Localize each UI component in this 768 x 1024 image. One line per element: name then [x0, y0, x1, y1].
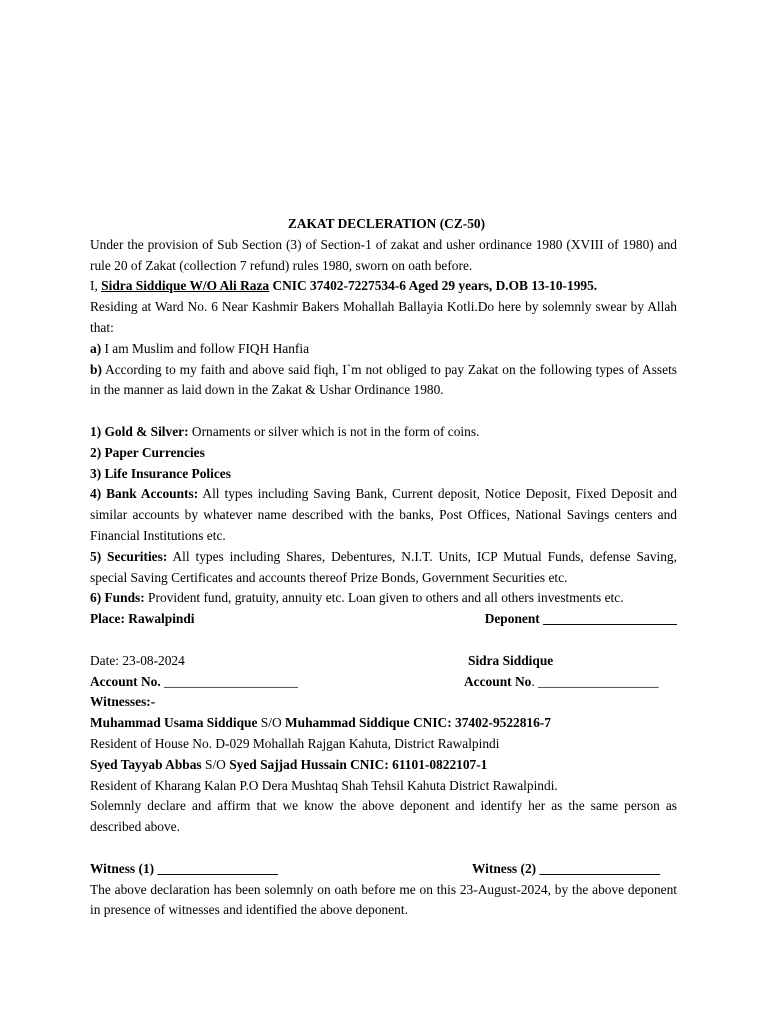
witness-2-signature-line: Witness (2) __________________ — [472, 860, 660, 876]
account-right-blank: . __________________ — [531, 673, 659, 689]
asset-label: 2) Paper Currencies — [90, 444, 205, 460]
document-title: ZAKAT DECLERATION (CZ-50) — [287, 216, 486, 231]
witness-1-father-cnic: Muhammad Siddique CNIC: 37402-9522816-7 — [284, 715, 551, 731]
asset-label: 4) Bank Accounts: — [90, 486, 199, 502]
place-deponent-row — [90, 609, 677, 630]
spacer — [90, 838, 677, 859]
asset-label: 6) Funds: — [90, 590, 145, 606]
declarant-prefix: I, — [90, 278, 102, 294]
spacer — [90, 401, 677, 422]
witness-1-residence: Resident of House No. D-029 Mohallah Rajgan Kahuta, District Rawalpindi — [90, 735, 500, 751]
asset-label: 1) Gold & Silver: — [90, 423, 189, 439]
witnesses-heading: Witnesses:- — [90, 694, 156, 710]
asset-item — [90, 484, 677, 546]
clause-b-text: According to my faith and above said fiqh, I`m not obliged to pay Zakat on the following types of Assets in the manner as laid down in the Zakat & Ushar Ordinance 1980. — [90, 361, 677, 398]
account-row — [90, 672, 677, 693]
witness-signature-row — [90, 859, 677, 880]
asset-item — [90, 422, 677, 443]
clause-b — [90, 360, 677, 402]
affirmation-paragraph: Solemnly declare and affirm that we know the above deponent and identify her as the same person as described above. — [90, 798, 677, 835]
declarant-details: CNIC 37402-7227534-6 Aged 29 years, D.OB 13-10-1995. — [269, 278, 598, 294]
date-label: Date: 23-08-2024 — [90, 652, 185, 668]
closing-paragraph: The above declaration has been solemnly on oath before me on this 23-August-2024, by the above deponent in presence of witnesses and identified the above deponent. — [90, 881, 677, 918]
asset-label: 3) Life Insurance Polices — [90, 465, 231, 481]
account-left — [90, 672, 298, 693]
asset-item — [90, 464, 677, 485]
asset-text: All types including Saving Bank, Current deposit, Notice Deposit, Fixed Deposit and similar accounts by whatever name described with the banks, Post Offices, National Savings centers and Financial Institutions etc. — [90, 486, 677, 543]
deponent-signature-line: Deponent ____________________ — [484, 611, 677, 627]
asset-item — [90, 443, 677, 464]
asset-text: Ornaments or silver which is not in the form of coins. — [188, 423, 480, 439]
account-right-label: Account No — [464, 673, 532, 689]
witness-1-identity — [90, 713, 677, 734]
witness-1-relation: S/O — [257, 715, 285, 731]
account-left-label: Account No. — [90, 673, 161, 689]
intro-paragraph: Under the provision of Sub Section (3) of Section-1 of zakat and usher ordinance 1980 (XVIII of 1980) and rule 20 of Zakat (collection 7 refund) rules 1980, sworn on oath before. — [90, 236, 677, 273]
declarant-residence: Residing at Ward No. 6 Near Kashmir Bakers Mohallah Ballayia Kotli.Do here by solemnly swear by Allah that: — [90, 299, 677, 335]
witness-1-signature-line: Witness (1) __________________ — [90, 860, 278, 876]
asset-label: 5) Securities: — [90, 548, 168, 564]
asset-item — [90, 588, 677, 609]
asset-text: All types including Shares, Debentures, N.I.T. Units, ICP Mutual Funds, defense Saving, special Saving Certificates and accounts thereof Prize Bonds, Government Securities etc. — [90, 548, 677, 585]
asset-text: Provident fund, gratuity, annuity etc. Loan given to others and all others investments etc. — [144, 590, 624, 606]
witness-2-identity — [90, 755, 677, 776]
spacer — [90, 630, 677, 651]
witness-2-residence: Resident of Kharang Kalan P.O Dera Mushtaq Shah Tehsil Kahuta District Rawalpindi. — [90, 777, 558, 793]
place-label: Place: Rawalpindi — [90, 611, 195, 627]
account-left-blank: ____________________ — [160, 673, 298, 689]
clause-a — [90, 339, 677, 360]
declarant-name: Sidra Siddique W/O Ali Raza — [101, 278, 270, 294]
witness-2-father-cnic: Syed Sajjad Hussain CNIC: 61101-0822107-1 — [229, 756, 488, 772]
declarant-line — [90, 276, 677, 297]
date-name-row — [90, 651, 677, 672]
witness-1-name: Muhammad Usama Siddique — [90, 715, 258, 731]
declaration-body — [90, 214, 677, 921]
clause-a-text: I am Muslim and follow FIQH Hanfia — [101, 340, 310, 356]
clause-a-label: a) — [90, 340, 102, 356]
asset-item — [90, 547, 677, 589]
witness-2-name: Syed Tayyab Abbas — [90, 756, 202, 772]
witness-2-relation: S/O — [201, 756, 230, 772]
clause-b-label: b) — [90, 361, 102, 377]
deponent-name: Sidra Siddique — [468, 652, 554, 668]
account-right — [464, 672, 677, 693]
